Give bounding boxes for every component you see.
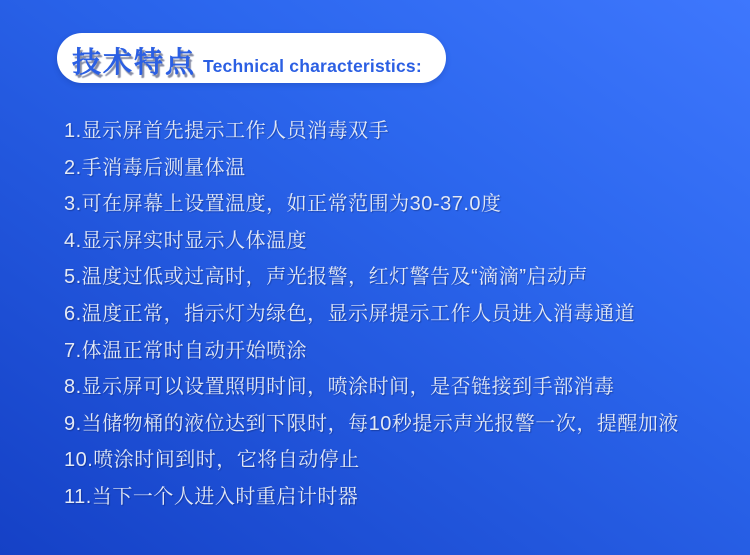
feature-item: 5.温度过低或过高时，声光报警，红灯警告及“滴滴”启动声 <box>64 266 588 289</box>
feature-item: 11.当下一个人进入时重启计时器 <box>64 485 359 508</box>
feature-list <box>64 113 730 516</box>
feature-item: 1.显示屏首先提示工作人员消毒双手 <box>64 120 390 142</box>
section-title-en: Technical characteristics: <box>203 56 422 76</box>
feature-item: 7.体温正常时自动开始喷涂 <box>64 339 308 362</box>
section-title-zh: 技术特点 <box>72 47 197 79</box>
feature-item: 2.手消毒后测量体温 <box>64 156 246 179</box>
feature-item: 4.显示屏实时显示人体温度 <box>64 229 308 252</box>
feature-item: 10.喷涂时间到时，它将自动停止 <box>64 449 360 472</box>
feature-item: 6.温度正常，指示灯为绿色，显示屏提示工作人员进入消毒通道 <box>64 302 636 325</box>
section-badge <box>57 33 446 83</box>
feature-item: 8.显示屏可以设置照明时间，喷涂时间，是否链接到手部消毒 <box>64 376 615 399</box>
feature-item: 3.可在屏幕上设置温度，如正常范围为30-37.0度 <box>64 193 502 216</box>
feature-item: 9.当储物桶的液位达到下限时，每10秒提示声光报警一次，提醒加液 <box>64 412 679 435</box>
